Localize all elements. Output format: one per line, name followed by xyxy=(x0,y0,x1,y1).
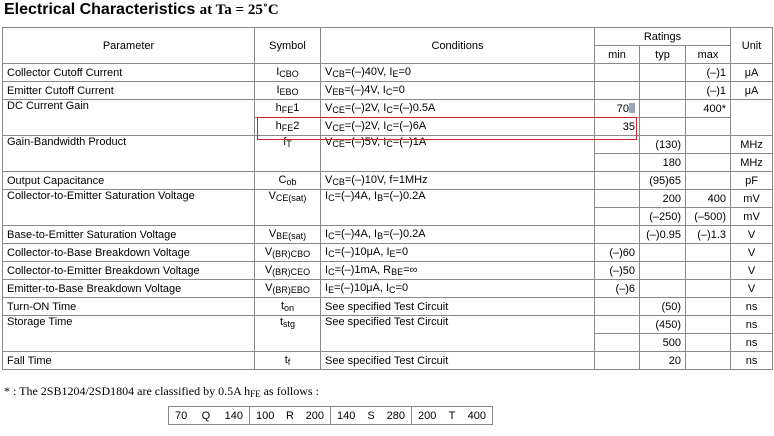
typ-cell xyxy=(640,64,686,82)
class-cell: 200 T 400 xyxy=(412,407,493,425)
min-cell xyxy=(595,82,640,100)
class-cell: 100 R 200 xyxy=(250,407,331,425)
conditions-cell: $I_E=(-)10\mu A$, $I_C=0$ xyxy=(321,280,595,298)
typ-cell xyxy=(640,100,686,118)
conditions-cell: $I_C=(-)10\mu A$, $I_E=0$ xyxy=(321,244,595,262)
table-row xyxy=(3,100,773,118)
typ-cell: (50) xyxy=(640,298,686,316)
table-row xyxy=(3,298,773,316)
unit-cell: ns xyxy=(731,298,773,316)
max-cell xyxy=(686,154,731,172)
unit-cell: mV xyxy=(731,208,773,226)
min-cell xyxy=(595,136,640,154)
header-parameter: Parameter xyxy=(3,28,255,64)
unit-cell: MHz xyxy=(731,136,773,154)
min-cell xyxy=(595,154,640,172)
text-cursor-icon xyxy=(629,103,635,113)
max-cell xyxy=(686,280,731,298)
unit-cell: pF xyxy=(731,172,773,190)
min-cell: 35 xyxy=(595,118,640,136)
param-cell: Base-to-Emitter Saturation Voltage xyxy=(3,226,255,244)
table-row xyxy=(3,136,773,154)
param-cell: Storage Time xyxy=(3,316,255,352)
max-cell: (–)1 xyxy=(686,64,731,82)
symbol-cell: $V_{(BR)CBO}$ xyxy=(255,244,321,262)
symbol-cell: $h_{FE}1$ xyxy=(255,100,321,118)
header-typ: typ xyxy=(640,46,686,64)
max-cell: 400* xyxy=(686,100,731,118)
header-symbol: Symbol xyxy=(255,28,321,64)
max-cell xyxy=(686,316,731,334)
title-main: Electrical Characteristics xyxy=(4,1,196,18)
header-unit: Unit xyxy=(731,28,773,64)
title-condition: at Ta = 25˚C xyxy=(199,2,279,18)
header-conditions: Conditions xyxy=(321,28,595,64)
table-row xyxy=(3,190,773,208)
table-row xyxy=(3,82,773,100)
unit-cell: V xyxy=(731,244,773,262)
conditions-cell: See specified Test Circuit xyxy=(321,298,595,316)
max-cell: (–)1 xyxy=(686,82,731,100)
unit-cell: ns xyxy=(731,352,773,370)
typ-cell: (130) xyxy=(640,136,686,154)
param-cell: Emitter-to-Base Breakdown Voltage xyxy=(3,280,255,298)
max-cell xyxy=(686,352,731,370)
min-cell xyxy=(595,64,640,82)
typ-cell xyxy=(640,82,686,100)
unit-cell: ns xyxy=(731,316,773,334)
min-cell xyxy=(595,172,640,190)
max-cell: (–500) xyxy=(686,208,731,226)
min-cell xyxy=(595,316,640,334)
unit-cell: V xyxy=(731,280,773,298)
param-cell: Turn-ON Time xyxy=(3,298,255,316)
section-title xyxy=(4,1,279,19)
max-cell xyxy=(686,118,731,136)
symbol-cell: $f_T$ xyxy=(255,136,321,172)
unit-cell: V xyxy=(731,226,773,244)
table-row xyxy=(3,352,773,370)
table-row xyxy=(3,316,773,334)
unit-cell: mV xyxy=(731,190,773,208)
max-cell xyxy=(686,136,731,154)
param-cell: Output Capacitance xyxy=(3,172,255,190)
conditions-cell: See specified Test Circuit xyxy=(321,352,595,370)
unit-cell: μA xyxy=(731,82,773,100)
conditions-cell: $V_{EB}=(-)4V$, $I_C=0$ xyxy=(321,82,595,100)
param-cell: Emitter Cutoff Current xyxy=(3,82,255,100)
hfe-classification-table xyxy=(168,406,493,425)
table-row xyxy=(3,64,773,82)
conditions-cell: $V_{CE}=(-)2V$, $I_C=(-)0.5A$ xyxy=(321,100,595,118)
min-cell: 70 xyxy=(595,100,640,118)
typ-cell: (–)0.95 xyxy=(640,226,686,244)
conditions-cell: $V_{CB}=(-)10V$, f=1MHz xyxy=(321,172,595,190)
unit-cell: ns xyxy=(731,334,773,352)
conditions-cell: See specified Test Circuit xyxy=(321,316,595,352)
typ-cell: 20 xyxy=(640,352,686,370)
electrical-characteristics-table xyxy=(2,27,773,370)
typ-cell: 500 xyxy=(640,334,686,352)
symbol-cell: $t_{on}$ xyxy=(255,298,321,316)
typ-cell xyxy=(640,244,686,262)
conditions-cell: $V_{CE}=(-)2V$, $I_C=(-)6A$ xyxy=(321,118,595,136)
table-row xyxy=(3,244,773,262)
max-cell xyxy=(686,334,731,352)
unit-cell: μA xyxy=(731,64,773,82)
typ-cell: 180 xyxy=(640,154,686,172)
max-cell xyxy=(686,262,731,280)
class-cell: 70 Q 140 xyxy=(169,407,250,425)
max-cell xyxy=(686,298,731,316)
conditions-cell: $I_C=(-)4A$, $I_B=(-)0.2A$ xyxy=(321,226,595,244)
header-max: max xyxy=(686,46,731,64)
footnote: * : The 2SB1204/2SD1804 are classified by 0.5A $h_{FE}$ as follows : xyxy=(4,384,319,399)
symbol-cell: $h_{FE}2$ xyxy=(255,118,321,136)
min-cell: (–)6 xyxy=(595,280,640,298)
symbol-cell: $I_{CBO}$ xyxy=(255,64,321,82)
conditions-cell: $V_{CB}=(-)40V$, $I_E=0$ xyxy=(321,64,595,82)
param-cell: Collector-to-Base Breakdown Voltage xyxy=(3,244,255,262)
typ-cell: (–250) xyxy=(640,208,686,226)
max-cell: 400 xyxy=(686,190,731,208)
unit-cell: V xyxy=(731,262,773,280)
symbol-cell: $C_{ob}$ xyxy=(255,172,321,190)
max-cell xyxy=(686,244,731,262)
min-cell xyxy=(595,298,640,316)
symbol-cell: $V_{BE(sat)}$ xyxy=(255,226,321,244)
typ-cell: (450) xyxy=(640,316,686,334)
param-cell: Fall Time xyxy=(3,352,255,370)
min-cell xyxy=(595,226,640,244)
typ-cell: (95)65 xyxy=(640,172,686,190)
table-row xyxy=(3,262,773,280)
table-row xyxy=(3,172,773,190)
table-row xyxy=(3,226,773,244)
min-cell xyxy=(595,208,640,226)
symbol-cell: $V_{CE(sat)}$ xyxy=(255,190,321,226)
param-cell: Collector Cutoff Current xyxy=(3,64,255,82)
conditions-cell: $V_{CE}=(-)5V$, $I_C=(-)1A$ xyxy=(321,136,595,172)
symbol-cell: $t_{stg}$ xyxy=(255,316,321,352)
unit-cell xyxy=(731,100,773,136)
param-cell: Collector-to-Emitter Saturation Voltage xyxy=(3,190,255,226)
table-row xyxy=(3,280,773,298)
symbol-cell: $V_{(BR)CEO}$ xyxy=(255,262,321,280)
conditions-cell: $I_C=(-)1mA$, $R_{BE}=\infty$ xyxy=(321,262,595,280)
min-cell: (–)60 xyxy=(595,244,640,262)
param-cell: Collector-to-Emitter Breakdown Voltage xyxy=(3,262,255,280)
header-min: min xyxy=(595,46,640,64)
param-cell: DC Current Gain xyxy=(3,100,255,136)
min-cell xyxy=(595,352,640,370)
class-cell: 140 S 280 xyxy=(331,407,412,425)
symbol-cell: $V_{(BR)EBO}$ xyxy=(255,280,321,298)
min-cell xyxy=(595,334,640,352)
min-cell xyxy=(595,190,640,208)
typ-cell xyxy=(640,262,686,280)
typ-cell: 200 xyxy=(640,190,686,208)
typ-cell xyxy=(640,118,686,136)
typ-cell xyxy=(640,280,686,298)
symbol-cell: $I_{EBO}$ xyxy=(255,82,321,100)
header-ratings: Ratings xyxy=(595,28,731,46)
symbol-cell: $t_f$ xyxy=(255,352,321,370)
min-cell: (–)50 xyxy=(595,262,640,280)
max-cell: (–)1.3 xyxy=(686,226,731,244)
max-cell xyxy=(686,172,731,190)
conditions-cell: $I_C=(-)4A$, $I_B=(-)0.2A$ xyxy=(321,190,595,226)
param-cell: Gain-Bandwidth Product xyxy=(3,136,255,172)
unit-cell: MHz xyxy=(731,154,773,172)
